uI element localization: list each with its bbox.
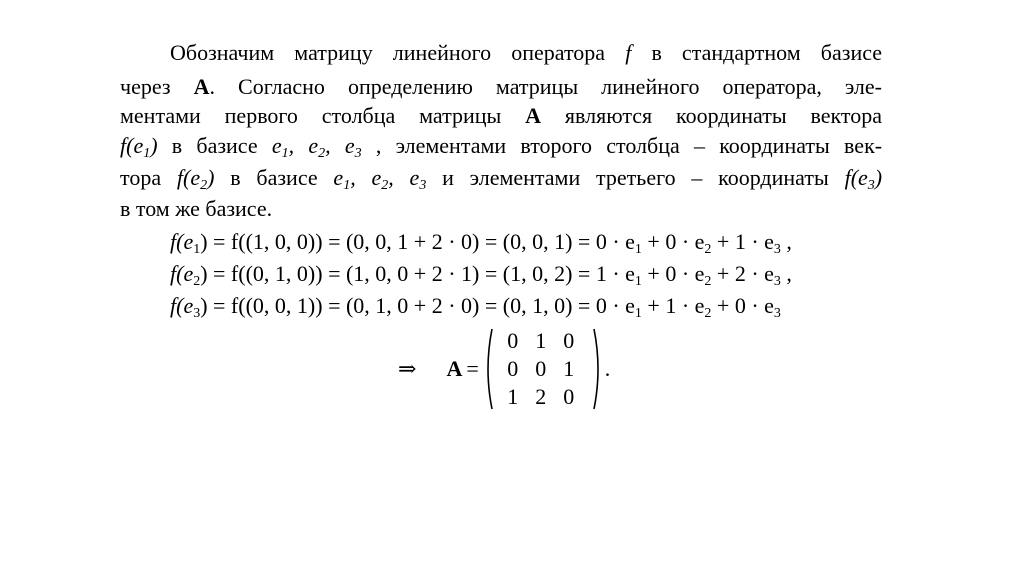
matrix-cell: 1 [563,356,575,381]
matrix-cell: 0 [507,328,519,353]
equation-2: $f(e_2) = f((0$, 1, 0)) = (1, 0, 0 + 2 · 1) = (1, 0, $2) = 1 \cdot e_1 + 0 \cdot e_2 + 2 \cdot e_3$ , [170,261,792,289]
implies-symbol: ⇒ [398,356,417,381]
f-of-e1: $f(e_1)$ [120,133,158,161]
matrix-name: A [446,356,463,381]
matrix-cell: 0 [563,384,575,409]
matrix-cell: 1 [507,384,519,409]
paragraph-line-6: в том же базисе. [120,196,273,221]
paragraph-line-1: Обозначим матрицу линейного оператора f в стандартном базисе [170,40,883,65]
basis-e1-e2-e3-second: $e_1$, $e_2$, $e_3$ [333,165,427,193]
right-paren-icon [593,327,603,411]
matrix-cell: 1 [535,328,547,353]
matrix-cell: 0 [535,356,547,381]
equals-sign: = [466,356,479,381]
equation-3: $f(e_3) = f((0$, 0, 1)) = (0, 1, 0 + 2 · 0) = (0, 1, $0) = 0 \cdot e_1 + 1 \cdot e_2 + 0 \cdot e_3$ [170,293,781,321]
f-of-e2: $f(e_2)$ [176,165,215,193]
period: . [604,356,611,381]
left-paren-icon [483,327,493,411]
equation-1: $f(e_1) = f((1$, 0, 0)) = (0, 0, 1 + 2 · 0) = (0, 0, $1) = 0 \cdot e_1 + 0 \cdot e_2 + 1 \cdot e_3$ , [170,229,792,257]
matrix-grid [499,327,583,411]
result-matrix-expression [398,327,610,411]
paragraph-line-3: ментами первого столбца матрицы A являются координаты вектора [120,103,882,128]
matrix-cell: 0 [507,356,519,381]
f-of-e3: $f(e_3)$ [844,165,883,193]
matrix-cell: 0 [563,328,575,353]
matrix-cell: 2 [535,384,547,409]
paragraph-line-2: через A. Согласно определению матрицы линейного оператора, эле- [120,74,882,99]
paragraph-line-4: $f(e_1)$ в базисе $e_1$, $e_2$, $e_3$ , элементами второго столбца – координаты век- [120,133,883,161]
paragraph-line-5: тора $f(e_2)$ в базисе $e_1$, $e_2$, $e_3$ и элементами третьего – координаты $f(e_3)$ [120,165,883,193]
basis-e1-e2-e3: $e_1$, $e_2$, $e_3$ [271,133,362,161]
